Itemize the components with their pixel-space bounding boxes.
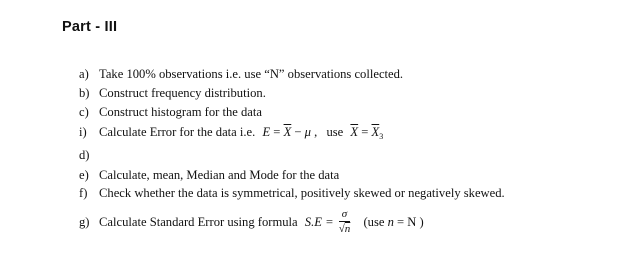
- item-marker: a): [79, 67, 89, 81]
- list-item-c: [79, 106, 262, 119]
- item-marker: c): [79, 105, 89, 119]
- item-marker: g): [79, 214, 90, 229]
- list-item-a: [79, 68, 403, 81]
- section-heading: Part - III: [62, 19, 118, 35]
- list-item-g: [79, 210, 424, 236]
- list-item-i: [79, 126, 383, 141]
- fraction-numerator: σ: [339, 209, 351, 222]
- standard-error-fraction: [339, 209, 351, 235]
- fraction-denominator: √n: [338, 223, 351, 235]
- item-marker: e): [79, 168, 89, 182]
- error-formula: E = X − μ ,: [262, 125, 321, 139]
- item-text: Calculate Standard Error using formula: [99, 214, 298, 229]
- sqrt-icon: √: [338, 223, 345, 235]
- formula-lhs: S.E =: [304, 214, 334, 229]
- use-word: use: [326, 125, 344, 139]
- mean-formula: $X = X_3$: [350, 125, 384, 141]
- formula-note: (use n = N ): [363, 214, 424, 229]
- list-item-d: [79, 149, 99, 162]
- item-text: Construct histogram for the data: [99, 105, 262, 119]
- item-marker: b): [79, 86, 90, 100]
- list-item-b: [79, 87, 266, 100]
- item-text: Check whether the data is symmetrical, positively skewed or negatively skewed.: [99, 186, 505, 200]
- item-marker: i): [79, 125, 87, 139]
- item-text: Calculate Error for the data i.e.: [99, 125, 256, 139]
- list-item-e: [79, 169, 339, 182]
- item-text: Construct frequency distribution.: [99, 86, 266, 100]
- list-item-f: [79, 187, 505, 200]
- item-text: Calculate, mean, Median and Mode for the data: [99, 168, 340, 182]
- item-marker: d): [79, 148, 90, 162]
- item-text: Take 100% observations i.e. use “N” observations collected.: [99, 67, 404, 81]
- item-marker: f): [79, 186, 88, 200]
